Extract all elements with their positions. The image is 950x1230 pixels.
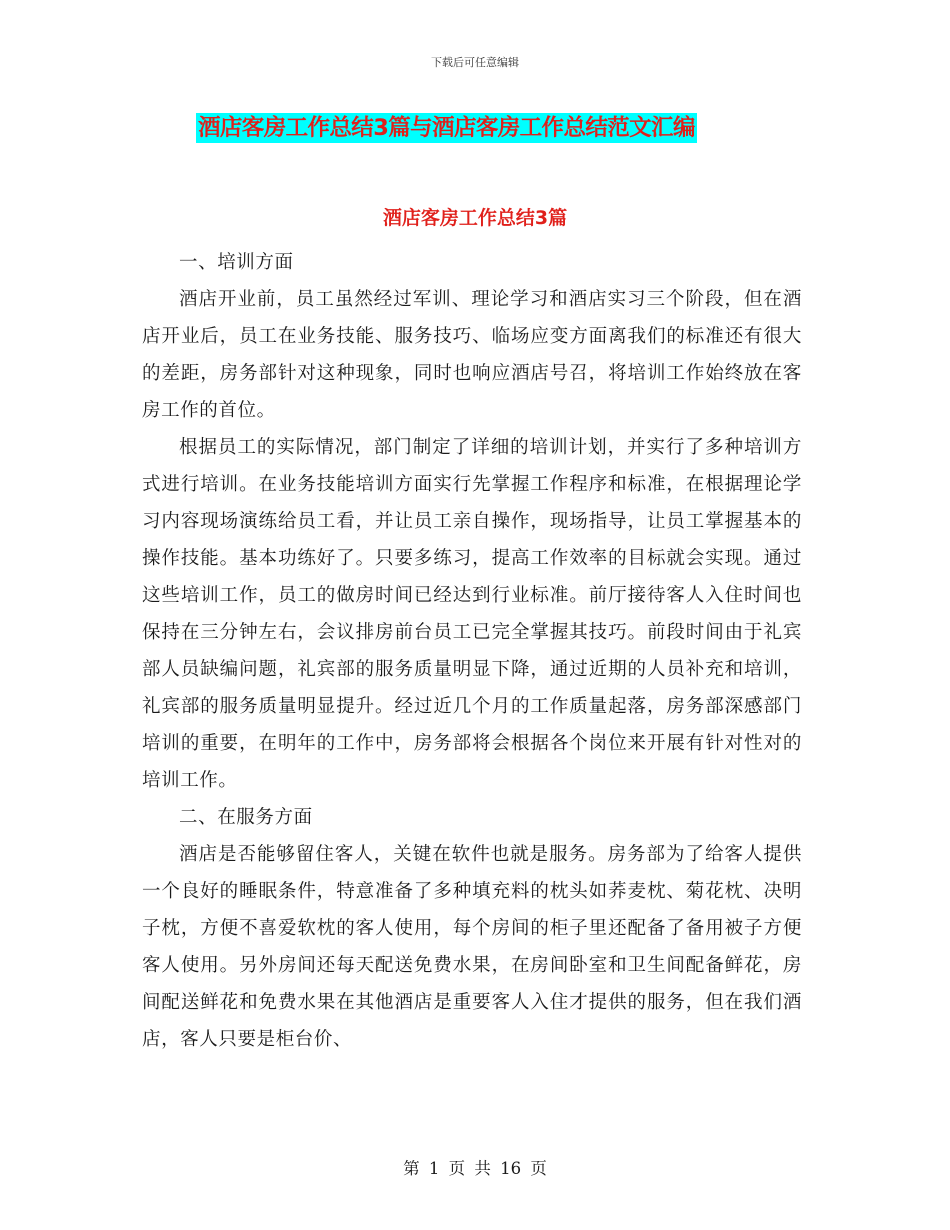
page-footer: 第 1 页 共 16 页: [403, 1159, 547, 1178]
paragraph: 根据员工的实际情况，部门制定了详细的培训计划，并实行了多种培训方式进行培训。在业务技能培训方面实行先掌握工作程序和标准，在根据理论学习内容现场演练给员工看，并让员工亲自操作，现场指导，让员工掌握基本的操作技能。基本功练好了。只要多练习，提高工作效率的目标就会实现。通过这些培训工作，员工的做房时间已经达到行业标准。前厅接待客人入住时间也保持在三分钟左右，会议排房前台员工已完全掌握其技巧。前段时间由于礼宾部人员缺编问题，礼宾部的服务质量明显下降，通过近期的人员补充和培训，礼宾部的服务质量明显提升。经过近几个月的工作质量起落，房务部深感部门培训的重要，在明年的工作中，房务部将会根据各个岗位来开展有针对性对的培训工作。: [142, 437, 802, 791]
paragraph: 酒店是否能够留住客人，关键在软件也就是服务。房务部为了给客人提供一个良好的睡眠条件，特意准备了多种填充料的枕头如荞麦枕、菊花枕、决明子枕，方便不喜爱软枕的客人使用，每个房间的柜子里还配备了备用被子方便客人使用。另外房间还每天配送免费水果，在房间卧室和卫生间配备鲜花，房间配送鲜花和免费水果在其他酒店是重要客人入住才提供的服务，但在我们酒店，客人只要是柜台价、: [142, 844, 802, 1050]
paragraph: 酒店开业前，员工虽然经过军训、理论学习和酒店实习三个阶段，但在酒店开业后，员工在业务技能、服务技巧、临场应变方面离我们的标准还有很大的差距，房务部针对这种现象，同时也响应酒店号召，将培训工作始终放在客房工作的首位。: [142, 289, 802, 421]
section-heading-training: 一、培训方面: [179, 252, 294, 273]
document-body: [142, 244, 802, 1058]
page-header-note: 下载后可任意编辑: [431, 56, 519, 69]
section-title: 酒店客房工作总结3篇: [382, 207, 568, 229]
section-heading-service: 二、在服务方面: [179, 807, 313, 828]
document-title: 酒店客房工作总结3篇与酒店客房工作总结范文汇编: [198, 115, 695, 141]
